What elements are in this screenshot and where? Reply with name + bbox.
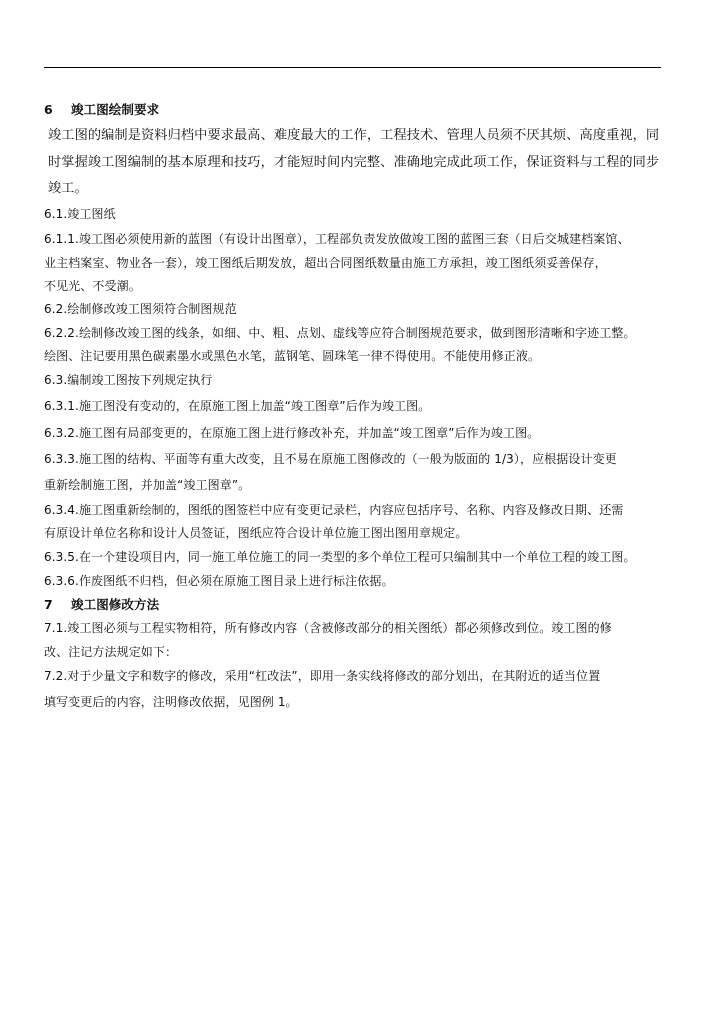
section-number: 6 (44, 102, 53, 117)
section-7-heading (44, 597, 159, 613)
intro-line: 竣工。 (48, 181, 88, 196)
header-rule (44, 67, 661, 68)
paragraph-line: 不见光、不受潮。 (44, 279, 141, 293)
paragraph-line: 6.3.4.施工图重新绘制的，图纸的图签栏中应有变更记录栏，内容应包括序号、名称、内容及修改日期、还需 (44, 503, 624, 517)
paragraph-line: 6.3.5.在一个建设项目内，同一施工单位施工的同一类型的多个单位工程可只编制其中一个单位工程的竣工图。 (44, 550, 636, 564)
section-title: 竣工图绘制要求 (71, 102, 160, 117)
paragraph-line: 7.1.竣工图必须与工程实物相符，所有修改内容（含被修改部分的相关图纸）都必须修改到位。竣工图的修 (44, 621, 612, 635)
paragraph-line: 6.2.2.绘制修改竣工图的线条，如细、中、粗、点划、虚线等应符合制图规范要求，做到图形清晰和字迹工整。 (44, 326, 636, 340)
subsection-heading: 6.3.编制竣工图按下列规定执行 (44, 373, 213, 387)
section-number: 7 (44, 597, 53, 612)
paragraph-line: 改、注记方法规定如下： (44, 645, 178, 659)
paragraph-line: 重新绘制施工图，并加盖“竣工图章”。 (44, 478, 251, 492)
section-6-heading (44, 102, 159, 118)
paragraph-line: 业主档案室、物业各一套），竣工图纸后期发放，超出合同图纸数量由施工方承担，竣工图纸须妥善保存， (44, 256, 607, 270)
subsection-heading: 6.2.绘制修改竣工图须符合制图规范 (44, 302, 237, 316)
paragraph-line: 6.3.6.作废图纸不归档，但必须在原施工图目录上进行标注依据。 (44, 574, 394, 588)
intro-line: 竣工图的编制是资料归档中要求最高、难度最大的工作，工程技术、管理人员须不厌其烦、高度重视，同 (48, 128, 660, 143)
paragraph-line: 6.3.3.施工图的结构、平面等有重大改变，且不易在原施工图修改的（一般为版面的 1/3），应根据设计变更 (44, 452, 617, 466)
paragraph-line: 6.3.1.施工图没有变动的，在原施工图上加盖“竣工图章”后作为竣工图。 (44, 399, 431, 413)
intro-line: 时掌握竣工图编制的基本原理和技巧，才能短时间内完整、准确地完成此项工作，保证资料与工程的同步 (48, 155, 660, 170)
subsection-heading: 6.1.竣工图纸 (44, 207, 116, 221)
paragraph-line: 6.3.2.施工图有局部变更的，在原施工图上进行修改补充，并加盖“竣工图章”后作为竣工图。 (44, 426, 540, 440)
paragraph-line: 6.1.1.竣工图必须使用新的蓝图（有设计出图章），工程部负责发放做竣工图的蓝图三套（日后交城建档案馆、 (44, 232, 630, 246)
paragraph-line: 填写变更后的内容，注明修改依据，见图例 1。 (44, 695, 298, 709)
section-title: 竣工图修改方法 (71, 597, 160, 612)
paragraph-line: 有原设计单位名称和设计人员签证，图纸应符合设计单位施工图出图用章规定。 (44, 526, 468, 540)
paragraph-line: 绘图、注记要用黑色碳素墨水或黑色水笔，蓝钢笔、圆珠笔一律不得使用。不能使用修正液。 (44, 349, 541, 363)
paragraph-line: 7.2.对于少量文字和数字的修改，采用“杠改法”，即用一条实线将修改的部分划出，在其附近的适当位置 (44, 669, 601, 683)
